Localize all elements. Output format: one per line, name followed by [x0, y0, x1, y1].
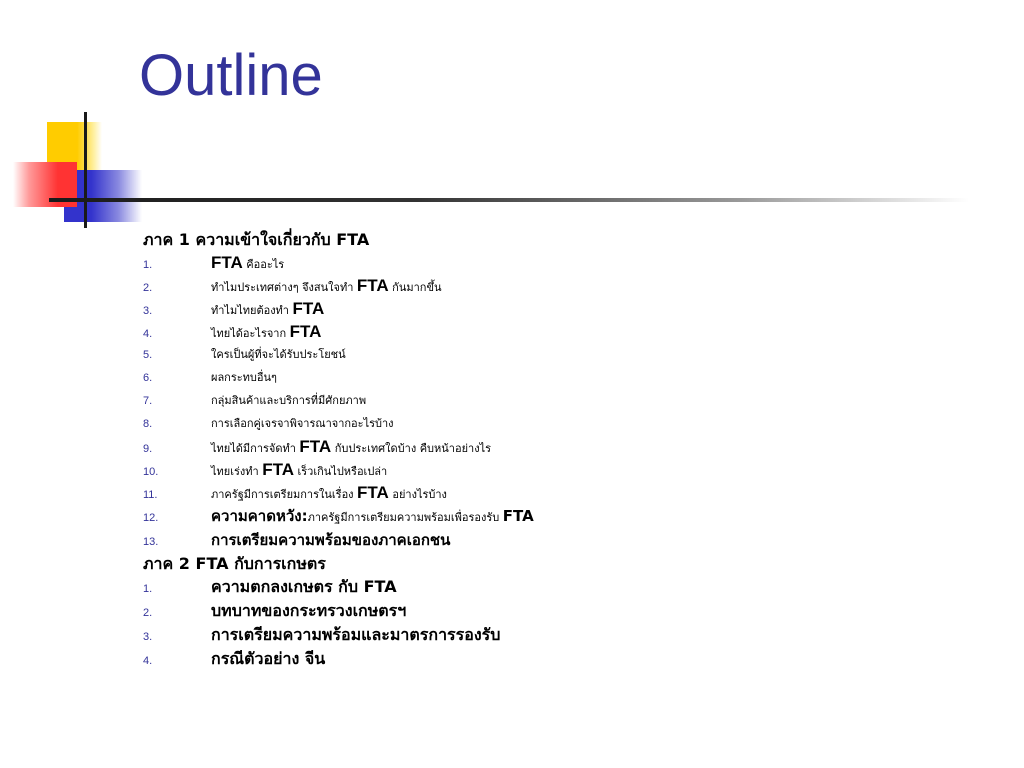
- list-item-text: การเลือกคู่เจรจาพิจารณาจากอะไรบ้าง: [211, 417, 394, 430]
- list-item-text: ใครเป็นผู้ที่จะได้รับประโยชน์: [211, 348, 346, 361]
- list-item-text: กับประเทศใดบ้าง คืบหน้าอย่างไร: [331, 442, 492, 455]
- list-item-text: FTA: [502, 507, 534, 525]
- list-item-text: FTA: [262, 460, 294, 479]
- list-item-text: FTA: [299, 437, 332, 456]
- list-item-text: ภาครัฐมีการเตรียมการในเรื่อง: [211, 488, 358, 501]
- list-item-number: 1.: [143, 583, 153, 595]
- list-item: [143, 528, 1003, 552]
- list-item-text: การเตรียมความพร้อมและมาตรการรองรับ: [211, 625, 501, 644]
- list-item-number: 2.: [143, 607, 153, 619]
- list-item-text: FTA: [211, 253, 243, 272]
- list-item: [143, 366, 1003, 389]
- list-item-text: บทบาทของกระทรวงเกษตรฯ: [211, 601, 407, 620]
- list-item-text: FTA: [292, 299, 325, 318]
- list-item: [143, 481, 1003, 504]
- outline-list-part-1: [143, 251, 1003, 552]
- list-item-text: ทำไมประเทศต่างๆ จึงสนใจทำ: [211, 281, 357, 294]
- list-item-number: 5.: [143, 349, 153, 361]
- list-item: [143, 297, 1003, 320]
- list-item-text: ความตกลงเกษตร กับ FTA: [211, 577, 397, 596]
- list-item-text: FTA: [356, 276, 389, 295]
- list-item-text: ไทยเร่งทำ: [211, 465, 263, 478]
- list-item: [143, 274, 1003, 297]
- list-item-text: ผลกระทบอื่นๆ: [211, 371, 277, 384]
- list-item-number: 10.: [143, 466, 159, 478]
- list-item: [143, 647, 1003, 671]
- list-item-text: กันมากขึ้น: [388, 281, 442, 294]
- list-item-number: 11.: [143, 489, 158, 501]
- list-item: [143, 343, 1003, 366]
- list-item-text: เร็วเกินไปหรือเปล่า: [294, 465, 388, 478]
- list-item-text: ความคาดหวัง:: [211, 507, 308, 525]
- list-item: [143, 458, 1003, 481]
- list-item-number: 1.: [143, 259, 153, 271]
- outline-content: [143, 228, 1003, 671]
- list-item: [143, 251, 1003, 274]
- list-item: [143, 389, 1003, 412]
- list-item: [143, 320, 1003, 343]
- list-item-text: คืออะไร: [242, 258, 285, 271]
- list-item-number: 8.: [143, 418, 153, 430]
- list-item-text: ไทยได้มีการจัดทำ: [211, 442, 300, 455]
- list-item: [143, 412, 1003, 435]
- list-item-number: 7.: [143, 395, 153, 407]
- list-item-number: 13.: [143, 536, 159, 548]
- section-heading-part-2: ภาค 2 FTA กับการเกษตร: [143, 554, 326, 573]
- list-item-number: 12.: [143, 512, 159, 524]
- list-item-text: ไทยได้อะไรจาก: [211, 327, 290, 340]
- list-item: [143, 504, 1003, 528]
- list-item-text: ภาครัฐมีการเตรียมความพร้อมเพื่อรองรับ: [307, 511, 503, 524]
- vertical-rule: [84, 112, 87, 228]
- list-item-text: ทำไมไทยต้องทำ: [211, 304, 293, 317]
- list-item-number: 4.: [143, 328, 153, 340]
- title-underline-rule: [49, 198, 969, 202]
- list-item: [143, 435, 1003, 458]
- outline-list-part-2: [143, 575, 1003, 671]
- list-item-text: การเตรียมความพร้อมของภาคเอกชน: [211, 531, 451, 549]
- list-item: [143, 623, 1003, 647]
- list-item-number: 2.: [143, 282, 153, 294]
- list-item-text: อย่างไรบ้าง: [388, 488, 447, 501]
- list-item-text: FTA: [357, 483, 389, 502]
- list-item-number: 9.: [143, 443, 153, 455]
- slide-title: Outline: [139, 43, 323, 108]
- list-item-text: กลุ่มสินค้าและบริการที่มีศักยภาพ: [211, 394, 367, 407]
- section-heading-part-1: ภาค 1 ความเข้าใจเกี่ยวกับ FTA: [143, 230, 370, 249]
- list-item-text: กรณีตัวอย่าง จีน: [211, 649, 326, 668]
- list-item-number: 3.: [143, 631, 153, 643]
- list-item-number: 6.: [143, 372, 153, 384]
- list-item-text: FTA: [289, 322, 322, 341]
- list-item: [143, 599, 1003, 623]
- list-item-number: 4.: [143, 655, 153, 667]
- list-item: [143, 575, 1003, 599]
- list-item-number: 3.: [143, 305, 153, 317]
